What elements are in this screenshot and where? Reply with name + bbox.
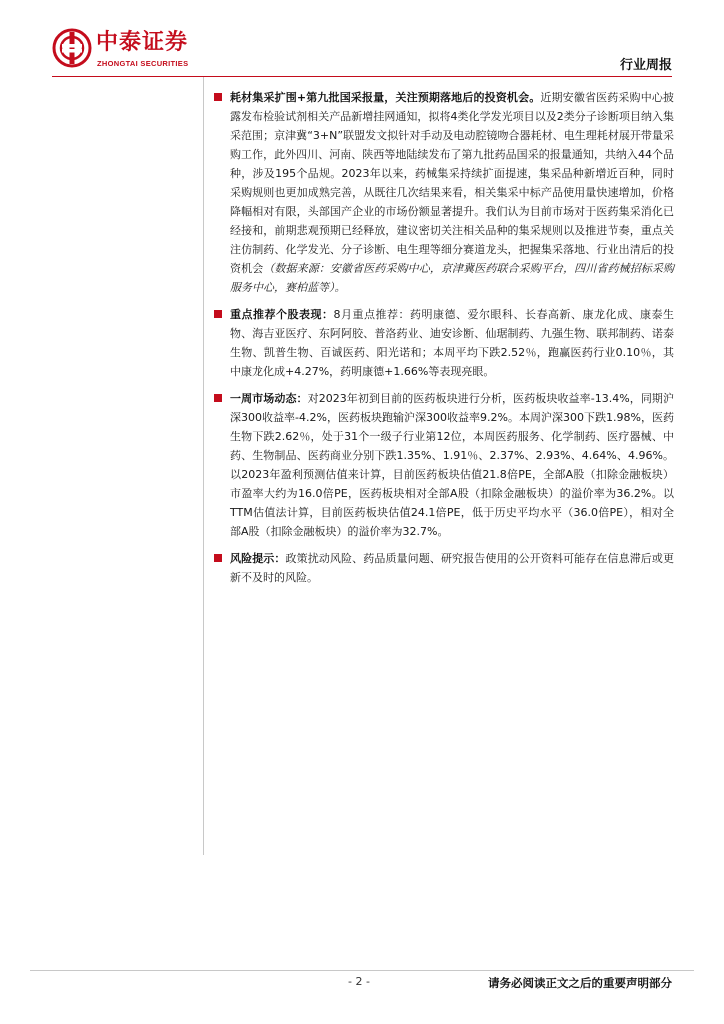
footer-divider — [30, 970, 694, 971]
brand-name-en: ZHONGTAI SECURITIES — [97, 59, 189, 68]
margin-rule — [203, 77, 204, 855]
paragraph-title: 风险提示： — [230, 552, 286, 565]
paragraph-recommended-stocks — [214, 305, 674, 381]
report-type-label: 行业周报 — [619, 58, 672, 73]
bullet-square-icon — [214, 394, 222, 402]
page-number: - 2 - — [348, 975, 370, 988]
paragraph-text: 近期安徽省医药采购中心披露发布检验试剂相关产品新增挂网通知，拟将4类化学发光项目以及2类分子诊断项目纳入集采范围；京津冀“3+N”联盟发文拟针对手动及电动腔镜吻合器耗材、电生理耗材展开带量采购工作，此外四川、河南、陕西等地陆续发布了第九批药品国采的报量通知，共纳入44个品种，涉及195个品规。2023年以来，药械集采持续扩面提速，集采品种新增近百种，同时采购规则也更加成熟完善，从既往几次结果来看，相关集采中标产品使用量快速增加，价格降幅相对有限，头部国产企业的市场份额显著提升。我们认为目前市场对于医药集采消化已经接和，前期悲观预期已经释放，建议密切关注相关品种的集采规则以及推进节奏，重点关注仿制药、化学发光、分子诊断、电生理等细分赛道龙头，把握集采落地、行业出清后的投资机会 — [230, 91, 675, 275]
zhongtai-logo-icon — [52, 28, 92, 68]
paragraph-risk-warning — [214, 549, 674, 587]
disclaimer-notice: 请务必阅读正文之后的重要声明部分 — [488, 976, 672, 990]
paragraph-text: 政策扰动风险、药品质量问题、研究报告使用的公开资料可能存在信息滞后或更新不及时的风险。 — [230, 552, 675, 584]
report-body — [214, 88, 674, 595]
header-divider — [52, 76, 672, 77]
bullet-square-icon — [214, 554, 222, 562]
paragraph-procurement — [214, 88, 674, 297]
brand-name-cn: 中泰证券 — [96, 30, 189, 55]
paragraph-title: 耗材集采扩围+第九批国采报量，关注预期落地后的投资机会。 — [230, 91, 541, 104]
bullet-square-icon — [214, 93, 222, 101]
paragraph-text: 对2023年初到目前的医药板块进行分析，医药板块收益率-13.4%，同期沪深300收益率-4.2%，医药板块跑输沪深300收益率9.2%。本周沪深300下跌1.98%，医药生物下跌2.62％，处于31个一级子行业第12位，本周医药服务、化学制药、医疗器械、中药、生物制品、医药商业分别下跌1.35%、1.91％、2.37%、2.93%、4.64%、4.96%。以2023年盈利预测估值来计算，目前医药板块估值21.8倍PE，全部A股（扣除金融板块）市盈率大约为16.0倍PE，医药板块相对全部A股（扣除金融板块）的溢价率为36.2%。以TTM估值法计算，目前医药板块估值24.1倍PE，低于历史平均水平（36.0倍PE），相对全部A股（扣除金融板块）的溢价率为32.7%。 — [230, 392, 675, 538]
paragraph-text: 8月重点推荐：药明康德、爱尔眼科、长春高新、康龙化成、康泰生物、海吉亚医疗、东阿阿胶、普洛药业、迪安诊断、仙琚制药、九强生物、联邦制药、诺泰生物、凯普生物、百诚医药、阳光诺和；本周平均下跌2.52％，跑赢医药行业0.10％，其中康龙化成+4.27%，药明康德+1.66%等表现亮眼。 — [230, 308, 674, 378]
data-source-note: （数据来源：安徽省医药采购中心，京津冀医药联合采购平台，四川省药械招标采购服务中心，赛柏蓝等）。 — [230, 262, 675, 294]
paragraph-market-dynamics — [214, 389, 674, 541]
paragraph-title: 重点推荐个股表现： — [230, 308, 334, 321]
paragraph-title: 一周市场动态： — [230, 392, 308, 405]
bullet-square-icon — [214, 310, 222, 318]
page-header — [0, 0, 724, 80]
